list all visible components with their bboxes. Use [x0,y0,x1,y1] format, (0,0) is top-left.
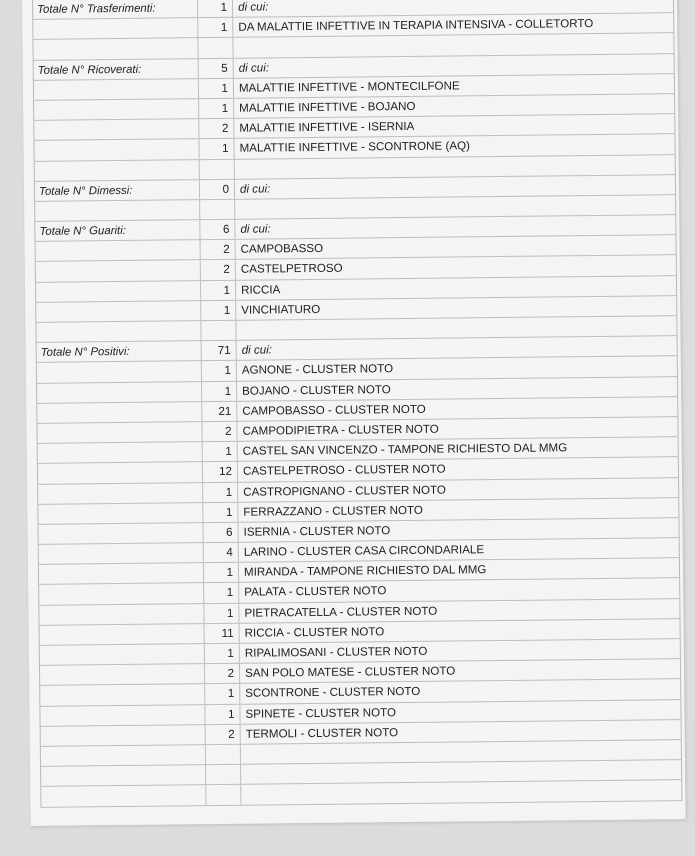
row-description: CAMPOBASSO - CLUSTER NOTO [242,402,426,418]
row-label: Totale N° Dimessi: [35,180,200,201]
row-count: 2 [202,422,237,442]
row-count [200,200,235,220]
row-count [198,38,233,58]
row-description: DA MALATTIE INFETTIVE IN TERAPIA INTENSIVA - COLLETORTO [238,17,594,34]
row-description: AGNONE - CLUSTER NOTO [241,362,394,378]
row-description: SPINETE - CLUSTER NOTO [245,705,397,721]
paper-sheet [22,0,686,826]
row-label: Totale N° Trasferimenti: [33,0,198,19]
row-description: ISERNIA - CLUSTER NOTO [243,524,391,539]
row-description: PIETRACATELLA - CLUSTER NOTO [244,604,438,620]
row-description: di cui: [241,343,273,357]
row-count: 1 [204,583,239,603]
row-label [38,462,203,483]
row-label [41,725,206,746]
row-description: CASTELPETROSO - CLUSTER NOTO [242,462,446,479]
row-label [40,624,205,645]
row-count: 1 [205,704,240,724]
row-label [38,483,203,504]
row-label [37,402,202,423]
row-count: 4 [204,543,239,563]
row-count [206,785,241,805]
row-label [38,523,203,544]
row-description: RIPALIMOSANI - CLUSTER NOTO [244,644,428,660]
row-count: 1 [198,0,233,17]
row-description [241,780,681,804]
row-count: 12 [203,462,238,482]
row-description: VINCHIATURO [241,302,321,317]
row-count: 1 [205,684,240,704]
row-label [34,99,199,120]
row-description: MALATTIE INFETTIVE - ISERNIA [239,120,415,135]
row-count: 1 [201,301,236,321]
row-label [37,382,202,403]
row-description: LARINO - CLUSTER CASA CIRCONDARIALE [243,543,485,559]
row-count: 11 [205,624,240,644]
row-label [34,139,199,160]
row-count: 1 [203,502,238,522]
row-description: TERMOLI - CLUSTER NOTO [245,725,399,741]
row-label [40,664,205,685]
row-count: 2 [201,260,236,280]
row-count: 1 [204,563,239,583]
row-label [38,503,203,524]
row-count: 0 [200,179,235,199]
row-label [33,39,198,60]
row-count: 2 [199,119,234,139]
row-count: 6 [200,220,235,240]
row-label [35,200,200,221]
row-description: FERRAZZANO - CLUSTER NOTO [243,503,423,519]
row-description: di cui: [238,0,269,14]
row-count [206,745,241,765]
row-description: di cui: [240,222,271,236]
row-label [39,584,204,605]
row-description: SCONTRONE - CLUSTER NOTO [245,685,421,701]
row-count: 5 [199,58,234,78]
row-description: CAMPODIPIETRA - CLUSTER NOTO [242,422,439,438]
row-label: Totale N° Positivi: [37,341,202,362]
row-label [37,362,202,383]
row-description: SAN POLO MATESE - CLUSTER NOTO [244,664,456,680]
row-description: MALATTIE INFETTIVE - MONTECILFONE [238,79,460,95]
row-description: RICCIA [240,282,281,297]
row-count: 2 [206,725,241,745]
row-count: 1 [203,442,238,462]
row-label [39,604,204,625]
row-description: di cui: [238,60,270,75]
row-count: 71 [202,341,237,361]
row-description: CAMPOBASSO [240,242,324,256]
row-label [36,281,201,302]
row-count: 1 [203,482,238,502]
row-label [36,321,201,342]
row-label [40,644,205,665]
row-count: 2 [205,664,240,684]
row-label [41,785,206,806]
row-count [206,765,241,785]
row-count: 1 [204,603,239,623]
row-label [36,301,201,322]
row-description: CASTEL SAN VINCENZO - TAMPONE RICHIESTO DAL MMG [242,441,568,458]
row-label [41,745,206,766]
row-count [201,321,236,341]
row-description: MIRANDA - TAMPONE RICHIESTO DAL MMG [243,563,487,579]
row-count [200,159,235,179]
row-count: 1 [199,99,234,119]
row-label [35,160,200,181]
row-count: 1 [205,644,240,664]
row-label [39,543,204,564]
row-label [40,705,205,726]
row-count: 1 [199,79,234,99]
row-count: 1 [199,139,234,159]
row-label [33,18,198,39]
row-description: MALATTIE INFETTIVE - BOJANO [239,99,416,115]
row-description: BOJANO - CLUSTER NOTO [242,382,391,398]
row-description: CASTROPIGNANO - CLUSTER NOTO [243,483,446,499]
row-label [36,261,201,282]
row-count: 21 [202,402,237,422]
row-count: 1 [202,381,237,401]
row-count: 6 [203,523,238,543]
row-label [34,79,199,100]
row-label [38,442,203,463]
row-label [41,765,206,786]
row-count: 2 [201,240,236,260]
row-count: 1 [202,361,237,381]
report-table [32,0,682,807]
row-count: 1 [198,18,233,38]
row-label [36,240,201,261]
row-label [39,563,204,584]
row-label [40,684,205,705]
row-description: MALATTIE INFETTIVE - SCONTRONE (AQ) [239,139,471,156]
row-count: 1 [201,280,236,300]
row-label [37,422,202,443]
row-description: di cui: [239,182,271,196]
row-label: Totale N° Ricoverati: [34,59,199,80]
row-description: PALATA - CLUSTER NOTO [244,584,387,600]
row-description: CASTELPETROSO [240,262,343,277]
row-label: Totale N° Guariti: [35,220,200,241]
row-description: RICCIA - CLUSTER NOTO [244,625,385,640]
row-label [34,119,199,140]
